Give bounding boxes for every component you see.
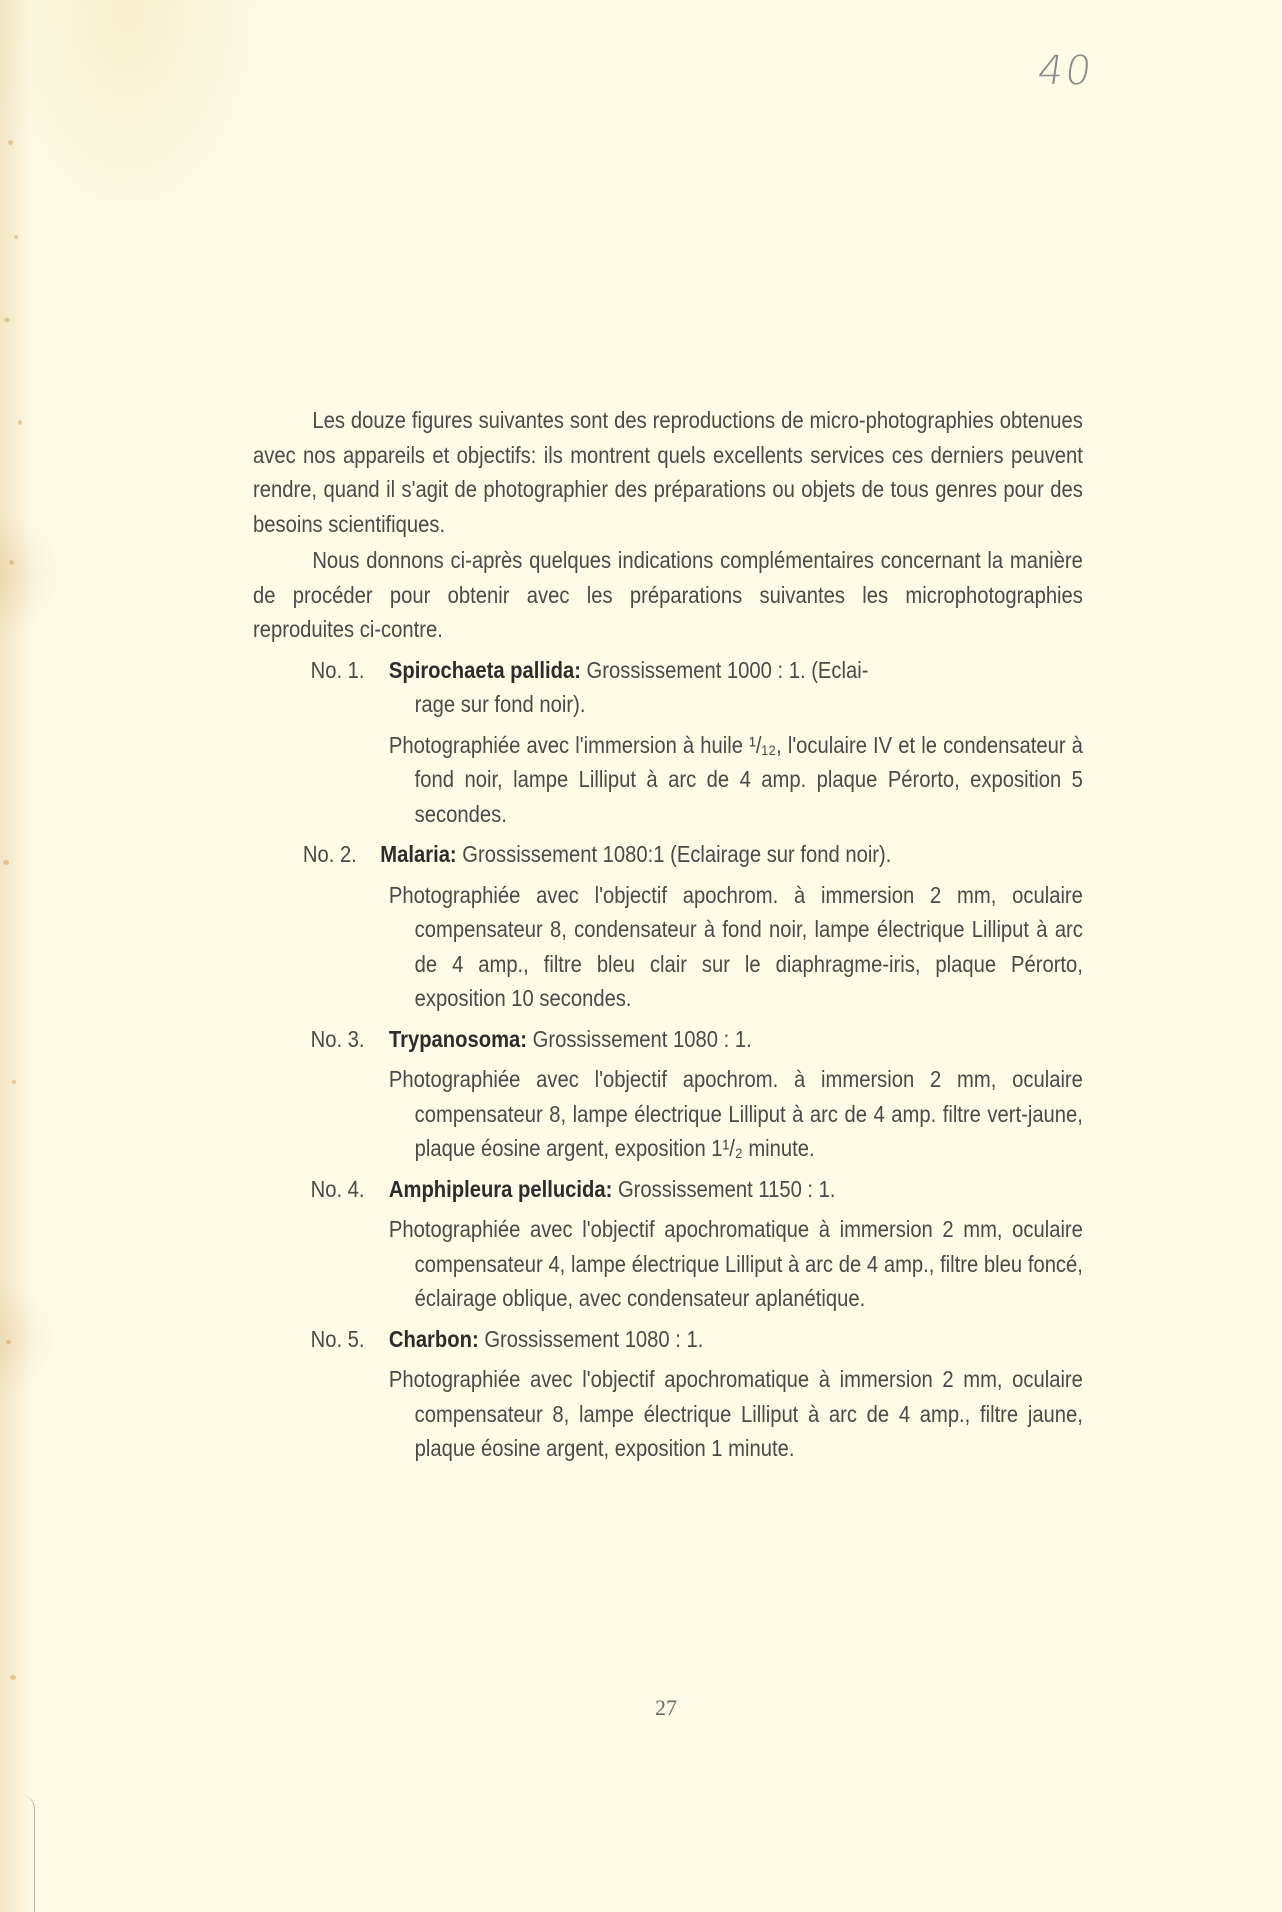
entry-heading	[253, 1022, 1083, 1057]
entry-magnification: Grossissement 1080:1 (Eclairage sur fond noir).	[462, 841, 892, 867]
entry-magnification: Grossissement 1080 : 1.	[484, 1325, 704, 1352]
foxing-spot	[6, 1340, 11, 1344]
entry-number: No. 3.	[310, 1025, 365, 1052]
entry-heading	[253, 837, 1083, 872]
entry-magnification: Grossissement 1150 : 1.	[617, 1175, 836, 1202]
entry-heading	[253, 1172, 1083, 1207]
entry-title: Spirochaeta pallida:	[388, 656, 581, 683]
page-crease	[20, 1795, 35, 1912]
entry-heading	[253, 653, 1083, 722]
entry-number: No. 2.	[302, 841, 357, 867]
entry-magnification-continued: rage sur fond noir).	[414, 691, 586, 717]
entry-2	[253, 837, 1083, 1016]
entry-magnification: Grossissement 1000 : 1. (Eclai-	[586, 656, 869, 683]
entry-title: Amphipleura pellucida:	[388, 1175, 613, 1202]
body-text	[253, 403, 1083, 1466]
entry-5	[253, 1322, 1083, 1466]
foxing-spot	[9, 560, 14, 565]
foxing-spot	[4, 318, 10, 322]
foxing-spot	[14, 235, 18, 239]
entry-4	[253, 1172, 1083, 1316]
entry-description: Photographiée avec l'objectif apochrom. à immersion 2 mm, oculaire compensateur 8, condensateur à fond noir, lampe électrique Lilliput à arc de 4 amp., filtre bleu clair sur le diaphragme-iris, plaque Pérorto, exposition 10 secondes.	[388, 881, 1083, 1011]
entry-title: Charbon:	[388, 1325, 479, 1352]
entry-heading	[253, 1322, 1083, 1357]
foxing-spot	[18, 420, 22, 425]
foxing-spot	[3, 860, 9, 865]
entry-title: Trypanosoma:	[388, 1025, 528, 1052]
foxing-spot	[8, 140, 13, 145]
foxing-spot	[12, 1080, 16, 1084]
entry-description: Photographiée avec l'immersion à huile ¹/₁₂, l'oculaire IV et le condensateur à fond noir, lampe Lilliput à arc de 4 amp. plaque Pérorto, exposition 5 secondes.	[388, 731, 1083, 827]
intro-paragraph-2: Nous donnons ci-après quelques indications complémentaires concernant la manière de procéder pour obtenir avec les préparations suivantes les microphotographies reproduites ci-contre.	[253, 547, 1083, 642]
intro-paragraph-1: Les douze figures suivantes sont des reproductions de micro-photographies obtenues avec nos appareils et objectifs: ils montrent quels excellents services ces derniers peuvent rendre, quand il s'agit de photographier des préparations ou objets de tous genres pour des besoins scientifiques.	[253, 407, 1083, 537]
handwritten-page-number: 40	[1034, 48, 1097, 94]
entry-1	[253, 653, 1083, 832]
entry-description: Photographiée avec l'objectif apochromatique à immersion 2 mm, oculaire compensateur 4, lampe électrique Lilliput à arc de 4 amp., filtre bleu foncé, éclairage oblique, avec condensateur aplanétique.	[388, 1216, 1083, 1311]
entry-description: Photographiée avec l'objectif apochromatique à immersion 2 mm, oculaire compensateur 8, lampe électrique Lilliput à arc de 4 amp., filtre jaune, plaque éosine argent, exposition 1 minute.	[388, 1366, 1083, 1461]
entry-magnification: Grossissement 1080 : 1.	[532, 1025, 752, 1052]
entry-number: No. 5.	[310, 1325, 365, 1352]
foxing-spot	[10, 1675, 16, 1680]
entry-3	[253, 1022, 1083, 1166]
entry-number: No. 1.	[310, 656, 365, 683]
page-edge-stain	[0, 0, 34, 1912]
entry-title: Malaria:	[380, 841, 457, 867]
entry-number: No. 4.	[310, 1175, 365, 1202]
entry-description: Photographiée avec l'objectif apochrom. à immersion 2 mm, oculaire compensateur 8, lampe électrique Lilliput à arc de 4 amp. filtre vert-jaune, plaque éosine argent, exposition 1¹/₂ minute.	[388, 1066, 1083, 1161]
printed-page-number: 27	[655, 1695, 677, 1720]
